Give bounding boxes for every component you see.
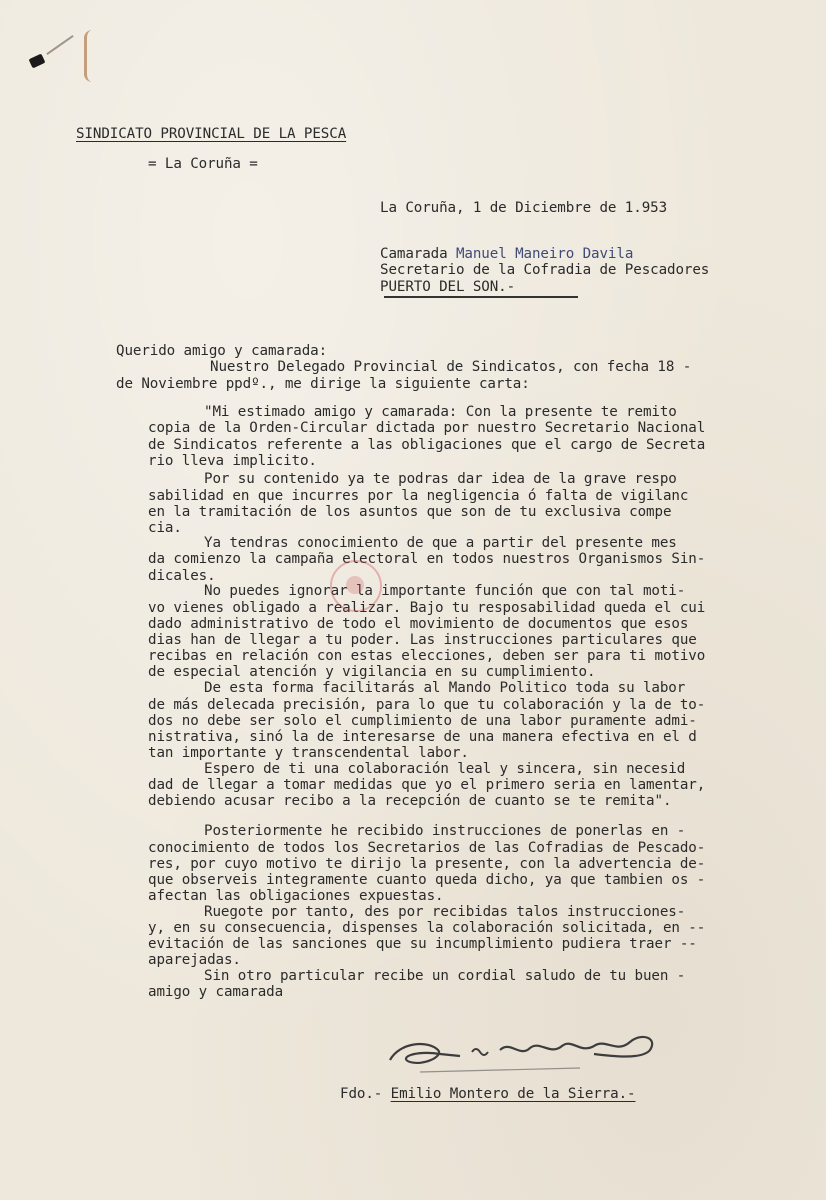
salutation: Querido amigo y camarada: [116, 343, 328, 359]
quoted-line: debiendo acusar recibo a la recepción de cuanto se te remita". [148, 793, 672, 809]
punch-hole-mark [29, 54, 46, 69]
recipient-name: Manuel Maneiro Davila [455, 246, 634, 262]
quoted-line: recibas en relación con estas elecciones, deben ser para ti motivo [148, 648, 706, 664]
recipient-title: Secretario de la Cofradia de Pescadores [380, 262, 710, 278]
quoted-line: cia. [148, 520, 182, 536]
quoted-line: rio lleva implicito. [148, 453, 317, 469]
handwritten-signature [380, 1020, 670, 1080]
letterhead-city: = La Coruña = [148, 156, 258, 172]
closing-line: que observeis integramente cuanto queda dicho, ya que tambien os - [148, 872, 706, 888]
quoted-line: de más delecada precisión, para lo que tu colaboración y la de to- [148, 697, 706, 713]
closing-line: Ruegote por tanto, des por recibidas talos instrucciones- [204, 904, 686, 920]
signature-block [340, 1086, 635, 1103]
signature-name: Emilio Montero de la Sierra.- [390, 1086, 636, 1102]
quoted-line: nistrativa, sinó la de interesarse de una manera efectiva en el d [148, 729, 697, 745]
quoted-line: sabilidad en que incurres por la negligencia ó falta de vigilanc [148, 488, 689, 504]
quoted-line: Ya tendras conocimiento de que a partir del presente mes [204, 535, 677, 551]
quoted-line: de Sindicatos referente a las obligaciones que el cargo de Secreta [148, 437, 706, 453]
quoted-line: Por su contenido ya te podras dar idea de la grave respo [204, 471, 677, 487]
faded-seal-icon [330, 560, 382, 612]
rust-stain-mark [84, 30, 101, 82]
closing-line: y, en su consecuencia, dispenses la colaboración solicitada, en -- [148, 920, 706, 936]
intro-line: Nuestro Delegado Provincial de Sindicatos, con fecha 18 - [210, 359, 692, 375]
quoted-line: dado administrativo de todo el movimiento de documentos que esos [148, 616, 689, 632]
closing-line: evitación de las sanciones que su incumplimiento pudiera traer -- [148, 936, 697, 952]
quoted-line: dos no debe ser solo el cumplimiento de una labor puramente admi- [148, 713, 697, 729]
quoted-line: dicales. [148, 568, 216, 584]
intro-line: de Noviembre ppdº., me dirige la siguiente carta: [116, 376, 530, 392]
pencil-stroke-mark [46, 35, 73, 55]
quoted-line: dad de llegar a tomar medidas que yo el primero seria en lamentar, [148, 777, 706, 793]
letterhead-organization: SINDICATO PROVINCIAL DE LA PESCA [76, 126, 347, 142]
closing-line: Posteriormente he recibido instrucciones de ponerlas en - [204, 823, 686, 839]
quoted-line: De esta forma facilitarás al Mando Politico toda su labor [204, 680, 686, 696]
quoted-line: No puedes ignorar la importante función que con tal moti- [204, 583, 686, 599]
quoted-line: copia de la Orden-Circular dictada por nuestro Secretario Nacional [148, 420, 706, 436]
quoted-line: vo vienes obligado a realizar. Bajo tu resposabilidad queda el cui [148, 600, 706, 616]
recipient-place: PUERTO DEL SON.- [380, 279, 516, 295]
quoted-line: dias han de llegar a tu poder. Las instrucciones particulares que [148, 632, 697, 648]
recipient-prefix: Camarada [380, 246, 456, 262]
quoted-line: en la tramitación de los asuntos que son de tu exclusiva compe [148, 504, 672, 520]
closing-line: Sin otro particular recibe un cordial saludo de tu buen - [204, 968, 686, 984]
quoted-line: da comienzo la campaña electoral en todos nuestros Organismos Sin- [148, 551, 706, 567]
recipient-line [380, 246, 633, 263]
quoted-line: tan importante y transcendental labor. [148, 745, 469, 761]
closing-line: res, por cuyo motivo te dirijo la presente, con la advertencia de- [148, 856, 706, 872]
quoted-line: "Mi estimado amigo y camarada: Con la presente te remito [204, 404, 677, 420]
closing-line: conocimiento de todos los Secretarios de las Cofradias de Pescado- [148, 840, 706, 856]
closing-line: amigo y camarada [148, 984, 284, 1000]
closing-line: aparejadas. [148, 952, 241, 968]
quoted-line: Espero de ti una colaboración leal y sincera, sin necesid [204, 761, 686, 777]
underline-rule [384, 296, 578, 298]
closing-line: afectan las obligaciones expuestas. [148, 888, 444, 904]
quoted-line: de especial atención y vigilancia en su cumplimiento. [148, 664, 596, 680]
signature-prefix: Fdo.- [340, 1086, 391, 1102]
date-line: La Coruña, 1 de Diciembre de 1.953 [380, 200, 668, 216]
